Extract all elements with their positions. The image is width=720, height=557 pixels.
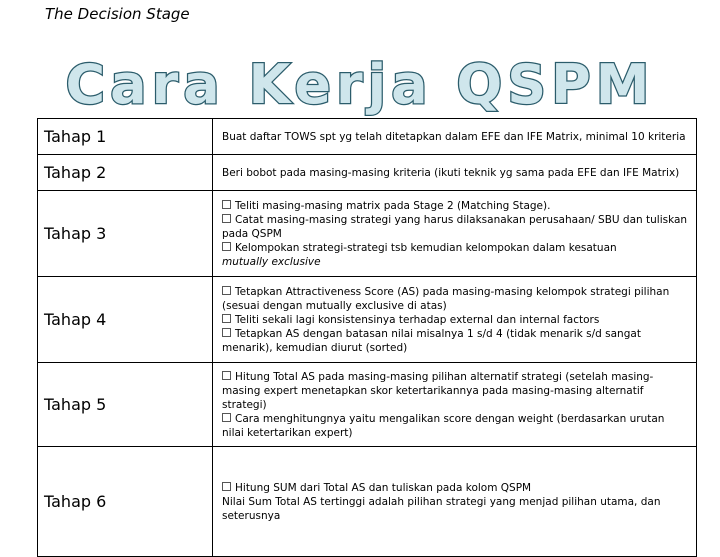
description-text: Buat daftar TOWS spt yg telah ditetapkan dalam EFE dan IFE Matrix, minimal 10 kriteria	[222, 130, 686, 143]
stage-label: Tahap 2	[38, 155, 213, 191]
stage-label: Tahap 1	[38, 119, 213, 155]
square-bullet-icon	[222, 328, 231, 337]
square-bullet-icon	[222, 413, 231, 422]
square-bullet-icon	[222, 286, 231, 295]
stage-description	[213, 119, 697, 155]
description-text: Hitung SUM dari Total AS dan tuliskan pada kolom QSPM	[235, 481, 532, 494]
description-line	[222, 370, 688, 412]
stage-label: Tahap 4	[38, 277, 213, 363]
square-bullet-icon	[222, 242, 231, 251]
description-line	[222, 130, 688, 144]
table-row	[38, 447, 697, 557]
italic-text: mutually exclusive	[222, 255, 321, 268]
description-line	[222, 166, 688, 180]
stage-label: Tahap 5	[38, 363, 213, 447]
stage-description	[213, 447, 697, 557]
stage-description	[213, 191, 697, 277]
description-line	[222, 481, 688, 495]
table-row	[38, 277, 697, 363]
table-row	[38, 191, 697, 277]
stage-description	[213, 155, 697, 191]
qspm-steps-table	[37, 118, 697, 557]
square-bullet-icon	[222, 214, 231, 223]
description-line	[222, 313, 688, 327]
stage-description	[213, 277, 697, 363]
description-line	[222, 412, 688, 440]
table-row	[38, 119, 697, 155]
stage-title: The Decision Stage	[45, 5, 190, 23]
description-text: Nilai Sum Total AS tertinggi adalah pilihan strategi yang menjad pilihan utama, dan seterusnya	[222, 495, 661, 522]
stage-description	[213, 363, 697, 447]
description-text: Hitung Total AS pada masing-masing pilihan alternatif strategi (setelah masing-masing expert menetapkan skor ketertarikannya pada masing-masing alternatif strategi)	[222, 370, 654, 411]
description-text: Tetapkan Attractiveness Score (AS) pada masing-masing kelompok strategi pilihan (sesuai dengan mutually exclusive di atas)	[222, 285, 670, 312]
description-text: Teliti sekali lagi konsistensinya terhadap external dan internal factors	[235, 313, 600, 326]
description-text: Beri bobot pada masing-masing kriteria (ikuti teknik yg sama pada EFE dan IFE Matrix)	[222, 166, 680, 179]
description-line	[222, 241, 688, 269]
description-text: Kelompokan strategi-strategi tsb kemudian kelompokan dalam kesatuan	[235, 241, 617, 254]
description-line	[222, 327, 688, 355]
square-bullet-icon	[222, 314, 231, 323]
main-title: Cara Kerja QSPM	[65, 53, 655, 116]
square-bullet-icon	[222, 371, 231, 380]
description-text: Tetapkan AS dengan batasan nilai misalnya 1 s/d 4 (tidak menarik s/d sangat menarik), kemudian diurut (sorted)	[222, 327, 641, 354]
square-bullet-icon	[222, 482, 231, 491]
description-text: Cara menghitungnya yaitu mengalikan score dengan weight (berdasarkan urutan nilai ketertarikan expert)	[222, 412, 665, 439]
stage-label: Tahap 6	[38, 447, 213, 557]
qspm-steps-body	[38, 119, 697, 557]
description-text: Teliti masing-masing matrix pada Stage 2 (Matching Stage).	[235, 199, 551, 212]
description-line	[222, 285, 688, 313]
stage-label: Tahap 3	[38, 191, 213, 277]
description-text: Catat masing-masing strategi yang harus dilaksanakan perusahaan/ SBU dan tuliskan pada QSPM	[222, 213, 688, 240]
description-line	[222, 213, 688, 241]
square-bullet-icon	[222, 200, 231, 209]
table-row	[38, 363, 697, 447]
description-line	[222, 495, 688, 523]
description-line	[222, 199, 688, 213]
table-row	[38, 155, 697, 191]
